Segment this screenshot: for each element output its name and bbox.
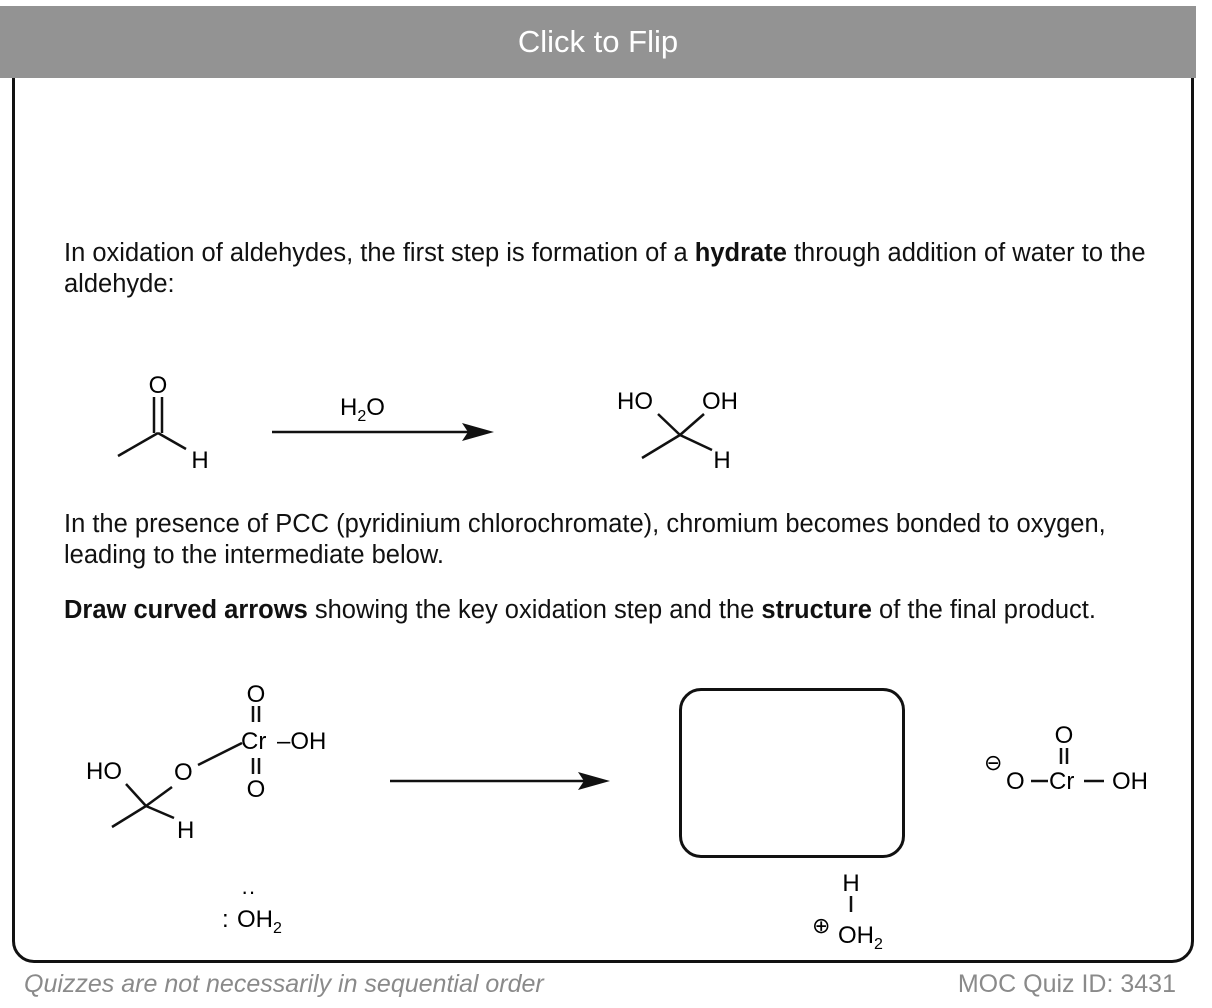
aldehyde-o-label: O: [148, 372, 168, 399]
ester-h-label: H: [177, 817, 195, 844]
quiz-id-label: MOC Quiz ID: 3431: [957, 970, 1176, 998]
task-text-end: of the final product.: [871, 596, 1096, 624]
ester-o-bottom-label: O: [246, 776, 266, 803]
aldehyde-structure: [118, 397, 186, 456]
sequence-note: Quizzes are not necessarily in sequential order: [24, 970, 544, 998]
chromate-o-label: O: [1006, 768, 1025, 795]
ester-o-link-label: O: [174, 759, 193, 786]
water-label: $OH_2$: [237, 906, 282, 937]
hydrate-structure: [642, 414, 712, 458]
reagent-water-label: $H_2O$: [340, 394, 385, 425]
ester-cr-oh-label: –OH: [277, 728, 327, 755]
task-text: showing the key oxidation step and the: [307, 596, 762, 624]
chromate-o-top-label: O: [1054, 722, 1074, 749]
reaction-arrow-2: [390, 772, 610, 790]
intro-bold-hydrate: hydrate: [694, 239, 787, 267]
task-bold-curved-arrows: Draw curved arrows: [64, 596, 308, 624]
hydrate-ho-label: HO: [617, 388, 653, 415]
task-bold-structure: structure: [761, 596, 872, 624]
intro-text: In oxidation of aldehydes, the first step is formation of a: [64, 239, 695, 267]
chromate-cr-label: Cr: [1049, 768, 1075, 795]
hydronium-label: $OH_2$: [838, 922, 883, 953]
minus-charge-icon: ⊖: [984, 750, 1003, 775]
click-to-flip-button[interactable]: Click to Flip: [0, 6, 1196, 78]
water-lone-pair-dots: ··: [241, 879, 256, 904]
ester-ho-label: HO: [86, 758, 122, 785]
hydronium-h-label: H: [842, 870, 860, 897]
aldehyde-h-label: H: [191, 447, 209, 474]
ester-cr-label: Cr: [241, 728, 267, 755]
chromate-oh-label: OH: [1112, 768, 1148, 795]
intro-text-after: through addition of water to the aldehyde:: [64, 239, 1146, 298]
hydrate-oh-label: OH: [702, 388, 738, 415]
task-paragraph: [64, 595, 1124, 626]
product-answer-box[interactable]: [679, 688, 905, 858]
hydrate-h-label: H: [713, 447, 731, 474]
pcc-paragraph: In the presence of PCC (pyridinium chlorochromate), chromium becomes bonded to oxygen, leading to the intermediate below.: [64, 510, 1106, 569]
reaction-arrow-1: [272, 423, 494, 441]
water-colon: :: [222, 906, 229, 933]
plus-charge-icon: ⊕: [812, 913, 831, 938]
ester-o-top-label: O: [246, 681, 266, 708]
